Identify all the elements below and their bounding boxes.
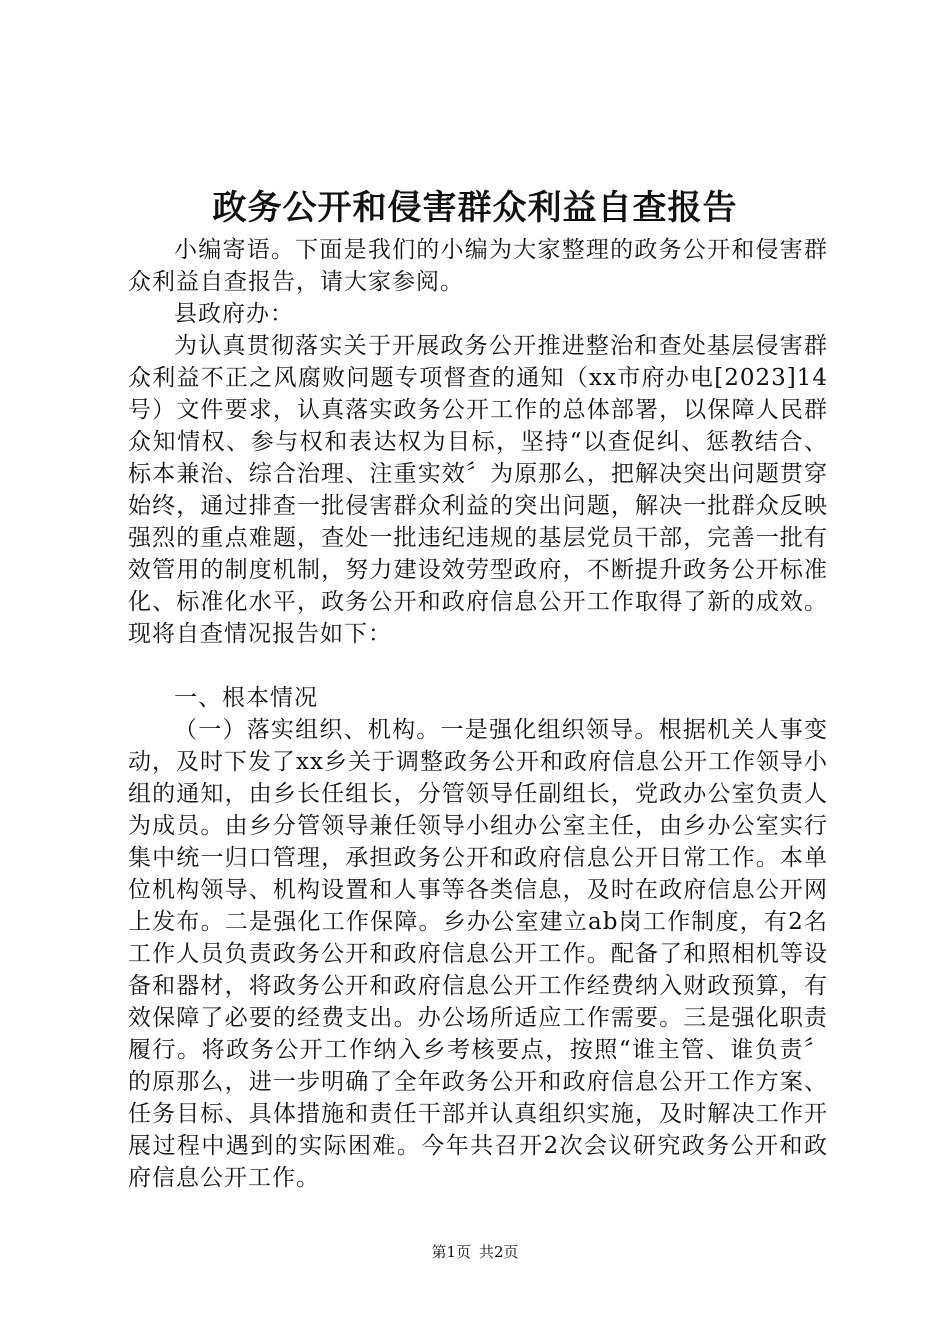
section-heading: 一、根本情况	[174, 685, 318, 711]
section-paragraph: （一）落实组织、机构。一是强化组织领导。根据机关人事变动，及时下发了xx乡关于调整政务公开和政府信息公开工作领导小组的通知，由乡长任组长，分管领导任副组长，党政办公室负责人为成员。由乡分管领导兼任领导小组办公室主任，由乡办公室实行集中统一归口管理，承担政务公开和政府信息公开日常工作。本单位机构领导、机构设置和人事等各类信息，及时在政府信息公开网上发布。二是强化工作保障。乡办公室建立ab岗工作制度，有2名工作人员负责政务公开和政府信息公开工作。配备了和照相机等设备和器材，将政务公开和政府信息公开工作经费纳入财政预算，有效保障了必要的经费支出。办公场所适应工作需要。三是强化职责履行。将政务公开工作纳入乡考核要点，按照“谁主管、谁负责〞的原那么，进一步明确了全年政务公开和政府信息公开工作方案、任务目标、具体措施和责任干部并认真组织实施，及时解决工作开展过程中遇到的实际困难。今年共召开2次会议研究政务公开和政府信息公开工作。	[128, 717, 828, 1191]
intro-paragraph: 小编寄语。下面是我们的小编为大家整理的政务公开和侵害群众利益自查报告，请大家参阅。	[128, 237, 828, 295]
page-footer	[0, 1242, 950, 1262]
document-title: 政务公开和侵害群众利益自查报告	[212, 188, 738, 228]
page-total: 共2页	[479, 1243, 519, 1261]
main-paragraph: 为认真贯彻落实关于开展政务公开推进整治和查处基层侵害群众利益不正之风腐败问题专项督查的通知（xx市府办电[2023]14号）文件要求，认真落实政务公开工作的总体部署，以保障人民群众知情权、参与权和表达权为目标，坚持“以查促纠、惩教结合、标本兼治、综合治理、注重实效〞为原那么，把解决突出问题贯穿始终，通过排查一批侵害群众利益的突出问题，解决一批群众反映强烈的重点难题，查处一批违纪违规的基层党员干部，完善一批有效管用的制度机制，努力建设效劳型政府，不断提升政务公开标准化、标准化水平，政务公开和政府信息公开工作取得了新的成效。现将自查情况报告如下：	[128, 333, 828, 647]
addressee: 县政府办：	[174, 301, 294, 327]
page-number: 第1页	[431, 1243, 471, 1261]
document-body	[128, 234, 828, 1194]
